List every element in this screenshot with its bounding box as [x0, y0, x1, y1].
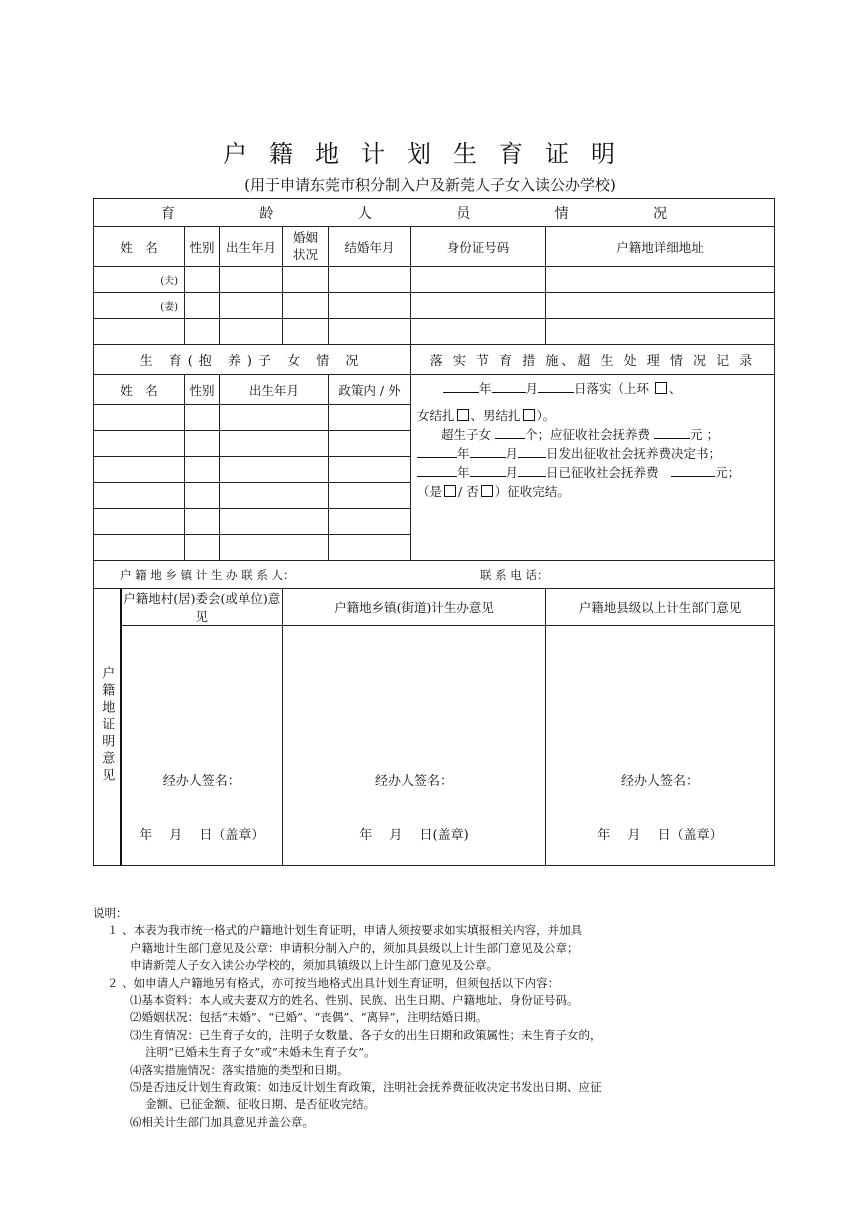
- page-title: 户籍地计划生育证明: [223, 140, 637, 168]
- signer-label: 经办人签名：: [621, 774, 700, 789]
- opinion-box-village[interactable]: [121, 626, 283, 866]
- cell-input[interactable]: [329, 483, 411, 509]
- cell-input[interactable]: [94, 405, 185, 431]
- checkbox-no[interactable]: [481, 485, 493, 497]
- cell-input[interactable]: [283, 267, 329, 293]
- cell-input[interactable]: [411, 319, 546, 345]
- wife-label: (妻): [94, 293, 185, 319]
- cell-input[interactable]: [94, 319, 185, 345]
- notes-heading: 说明：: [93, 906, 128, 920]
- cell-input[interactable]: [329, 405, 411, 431]
- note-line: 金额、已征金额、征收日期、是否征收完结。: [107, 1097, 376, 1112]
- cell-input[interactable]: [94, 535, 185, 561]
- checkbox-yes[interactable]: [444, 485, 456, 497]
- note-line: ⑷落实措施情况：落实措施的类型和日期。: [107, 1062, 349, 1077]
- section-header-persons: 育 龄 人 员 情 况: [94, 199, 775, 227]
- cell-input[interactable]: [329, 267, 411, 293]
- record-box: 年 月 日落实（上环 、 女结扎 、男结扎 ）。 超生子女 个；应征收社会抚养费 元 ； 年 月 日发出征收社会抚养费决定书； 年 月 日已征收社会抚养费 元； （是 / 否 ）征收完结。: [411, 375, 775, 561]
- cell-input[interactable]: [185, 509, 220, 535]
- cell-input[interactable]: [94, 483, 185, 509]
- col-marital: 婚姻 状况: [283, 227, 329, 267]
- date-seal-label: 年 月 日(盖章): [359, 828, 469, 843]
- cell-input[interactable]: [329, 509, 411, 535]
- cell-input[interactable]: [220, 319, 283, 345]
- note-line: ２ 、如申请人户籍地另有格式，亦可按当地格式出具计划生育证明，但须包括以下内容：: [107, 975, 560, 990]
- col-birth: 出生年月: [220, 227, 283, 267]
- cell-input[interactable]: [283, 293, 329, 319]
- checkbox-male-ligation[interactable]: [523, 409, 535, 421]
- cell-input[interactable]: [220, 483, 329, 509]
- cell-input[interactable]: [220, 431, 329, 457]
- cell-input[interactable]: [185, 319, 220, 345]
- col-gender: 性别: [185, 227, 220, 267]
- cell-input[interactable]: [185, 483, 220, 509]
- opinion-col-town: 户籍地乡镇(街道)计生办意见: [283, 589, 546, 626]
- cell-input[interactable]: [546, 319, 775, 345]
- signer-label: 经办人签名：: [374, 774, 453, 789]
- signer-label: 经办人签名：: [162, 774, 241, 789]
- cell-input[interactable]: [185, 267, 220, 293]
- col-id-number: 身份证号码: [411, 227, 546, 267]
- cell-input[interactable]: [329, 457, 411, 483]
- note-line: 申请新莞人子女入读公办学校的，须加具镇级以上计生部门意见及公章。: [107, 958, 498, 973]
- section-header-record: 落 实 节 育 措 施、超 生 处 理 情 况 记 录: [411, 345, 775, 375]
- col-address: 户籍地详细地址: [546, 227, 775, 267]
- checkbox-iud[interactable]: [655, 382, 667, 394]
- date-seal-label: 年 月 日（盖章）: [139, 828, 265, 843]
- opinion-vertical-cell: [94, 589, 121, 866]
- cell-input[interactable]: [546, 293, 775, 319]
- cell-input[interactable]: [94, 509, 185, 535]
- opinion-col-county: 户籍地县级以上计生部门意见: [546, 589, 775, 626]
- opinion-box-town[interactable]: [283, 626, 546, 866]
- child-col-birth: 出生年月: [220, 375, 329, 405]
- note-line: ⑸是否违反计划生育政策：如违反计划生育政策，注明社会抚养费征收决定书发出日期、应征: [107, 1080, 602, 1095]
- cell-input[interactable]: [185, 293, 220, 319]
- husband-label: (夫): [94, 267, 185, 293]
- cell-input[interactable]: [411, 267, 546, 293]
- contact-phone-label: 联 系 电 话：: [480, 567, 549, 582]
- cell-input[interactable]: [411, 293, 546, 319]
- cell-input[interactable]: [185, 405, 220, 431]
- cell-input[interactable]: [283, 319, 329, 345]
- section-header-children: 生 育(抱 养)子 女 情 况: [94, 345, 411, 375]
- date-seal-label: 年 月 日（盖章）: [597, 828, 723, 843]
- note-line: ⑶生育情况：已生育子女的，注明子女数量、各子女的出生日期和政策属性；未生育子女的，: [107, 1027, 602, 1042]
- col-name: 姓 名: [94, 227, 185, 267]
- cell-input[interactable]: [94, 457, 185, 483]
- note-line: 户籍地计生部门意见及公章：申请积分制入户的，须加具县级以上计生部门意见及公章；: [107, 940, 579, 955]
- cell-input[interactable]: [185, 457, 220, 483]
- note-line: ⑵婚姻状况：包括“未婚”、“已婚”、“丧偶”、“离异”，注明结婚日期。: [107, 1010, 488, 1025]
- cell-input[interactable]: [220, 457, 329, 483]
- cell-input[interactable]: [329, 293, 411, 319]
- cell-input[interactable]: [220, 293, 283, 319]
- cell-input[interactable]: [329, 535, 411, 561]
- cell-input[interactable]: [220, 509, 329, 535]
- cell-input[interactable]: [220, 535, 329, 561]
- note-line: １ 、本表为我市统一格式的户籍地计划生育证明，申请人须按要求如实填报相关内容，并加具: [107, 923, 583, 938]
- certificate-form: [93, 198, 775, 866]
- cell-input[interactable]: [185, 535, 220, 561]
- opinion-vertical-label: 户籍地证明意见: [99, 666, 115, 785]
- cell-input[interactable]: [546, 267, 775, 293]
- contact-person-label: 户 籍 地 乡 镇 计 生 办 联 系 人：: [120, 567, 295, 582]
- checkbox-female-ligation[interactable]: [457, 409, 469, 421]
- child-col-gender: 性别: [185, 375, 220, 405]
- note-line: ⑴基本资料：本人或夫妻双方的姓名、性别、民族、出生日期、户籍地址、身份证号码。: [107, 993, 579, 1008]
- cell-input[interactable]: [329, 431, 411, 457]
- col-marriage-date: 结婚年月: [329, 227, 411, 267]
- contact-row: [94, 561, 775, 589]
- opinion-box-county[interactable]: [546, 626, 775, 866]
- cell-input[interactable]: [94, 431, 185, 457]
- cell-input[interactable]: [185, 431, 220, 457]
- note-line: ⑹相关计生部门加具意见并盖公章。: [107, 1114, 314, 1129]
- child-col-name: 姓 名: [94, 375, 185, 405]
- notes-section: [93, 905, 773, 1131]
- opinion-col-village: 户籍地村(居)委会(或单位)意见: [121, 589, 283, 626]
- page-subtitle: (用于申请东莞市积分制入户及新莞人子女入读公办学校): [244, 176, 616, 194]
- cell-input[interactable]: [220, 267, 283, 293]
- child-col-policy: 政策内 / 外: [329, 375, 411, 405]
- cell-input[interactable]: [220, 405, 329, 431]
- note-line: 注明“已婚未生育子女”或“未婚未生育子女”。: [107, 1045, 376, 1060]
- cell-input[interactable]: [329, 319, 411, 345]
